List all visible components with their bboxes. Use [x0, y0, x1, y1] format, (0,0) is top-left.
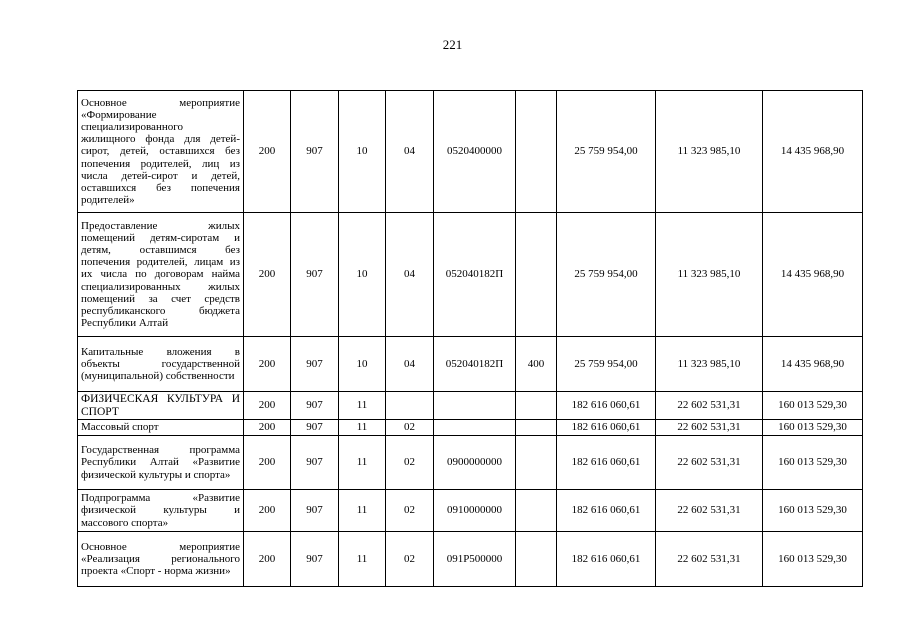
target-article-cell: 091P500000 [434, 532, 516, 587]
amount-total-cell: 182 616 060,61 [557, 532, 656, 587]
row-name: Основное мероприятие «Формирование специализированного жилищного фонда для детей-сирот, детей, оставшихся без попечения родителей, лиц из числа детей-сирот и детей, оставшихся без попечения родителей» [78, 91, 244, 213]
expense-type-cell [516, 213, 557, 337]
subsection-cell: 02 [386, 490, 434, 532]
expense-type-cell [516, 436, 557, 490]
amount-second-cell: 22 602 531,31 [656, 436, 763, 490]
subsection-cell: 04 [386, 337, 434, 392]
table-row [78, 213, 863, 337]
section-cell: 10 [339, 91, 386, 213]
section-cell: 10 [339, 337, 386, 392]
row-name: Капитальные вложения в объекты государственной (муниципальной) собственности [78, 337, 244, 392]
amount-second-cell: 22 602 531,31 [656, 490, 763, 532]
row-name: Государственная программа Республики Алтай «Развитие физической культуры и спорта» [78, 436, 244, 490]
subsection-cell: 04 [386, 91, 434, 213]
target-article-cell: 0520400000 [434, 91, 516, 213]
ministry-code-cell: 200 [244, 213, 291, 337]
target-article-cell: 052040182П [434, 337, 516, 392]
amount-third-cell: 160 013 529,30 [763, 532, 863, 587]
ministry-code-cell: 200 [244, 532, 291, 587]
table-row [78, 420, 863, 436]
target-article-cell: 0910000000 [434, 490, 516, 532]
ministry-code-cell: 200 [244, 337, 291, 392]
subsection-cell: 02 [386, 436, 434, 490]
admin-code-cell: 907 [291, 213, 339, 337]
amount-second-cell: 11 323 985,10 [656, 213, 763, 337]
budget-table [77, 90, 863, 587]
amount-third-cell: 14 435 968,90 [763, 91, 863, 213]
amount-total-cell: 25 759 954,00 [557, 213, 656, 337]
section-cell: 10 [339, 213, 386, 337]
target-article-cell: 052040182П [434, 213, 516, 337]
amount-total-cell: 182 616 060,61 [557, 490, 656, 532]
section-cell: 11 [339, 532, 386, 587]
ministry-code-cell: 200 [244, 436, 291, 490]
admin-code-cell: 907 [291, 436, 339, 490]
expense-type-cell [516, 91, 557, 213]
table-row [78, 337, 863, 392]
expense-type-cell: 400 [516, 337, 557, 392]
expense-type-cell [516, 392, 557, 420]
amount-total-cell: 182 616 060,61 [557, 420, 656, 436]
target-article-cell: 0900000000 [434, 436, 516, 490]
target-article-cell [434, 392, 516, 420]
page-number: 221 [442, 37, 463, 52]
amount-second-cell: 11 323 985,10 [656, 337, 763, 392]
expense-type-cell [516, 532, 557, 587]
amount-total-cell: 25 759 954,00 [557, 91, 656, 213]
table-row [78, 91, 863, 213]
admin-code-cell: 907 [291, 420, 339, 436]
amount-third-cell: 14 435 968,90 [763, 213, 863, 337]
admin-code-cell: 907 [291, 532, 339, 587]
amount-third-cell: 160 013 529,30 [763, 490, 863, 532]
section-cell: 11 [339, 392, 386, 420]
row-name: ФИЗИЧЕСКАЯ КУЛЬТУРА И СПОРТ [78, 392, 244, 420]
target-article-cell [434, 420, 516, 436]
admin-code-cell: 907 [291, 337, 339, 392]
admin-code-cell: 907 [291, 490, 339, 532]
amount-total-cell: 182 616 060,61 [557, 436, 656, 490]
subsection-cell [386, 392, 434, 420]
amount-total-cell: 25 759 954,00 [557, 337, 656, 392]
subsection-cell: 02 [386, 532, 434, 587]
subsection-cell: 02 [386, 420, 434, 436]
row-name: Подпрограмма «Развитие физической культуры и массового спорта» [78, 490, 244, 532]
ministry-code-cell: 200 [244, 392, 291, 420]
expense-type-cell [516, 490, 557, 532]
section-cell: 11 [339, 420, 386, 436]
table-row [78, 490, 863, 532]
row-name: Предоставление жилых помещений детям-сиротам и детям, оставшимся без попечения родителей, лицам из их числа по договорам найма специализированных жилых помещений за счет средств республиканского бюджета Республики Алтай [78, 213, 244, 337]
row-name: Основное мероприятие «Реализация регионального проекта «Спорт - норма жизни» [78, 532, 244, 587]
table-row [78, 392, 863, 420]
amount-second-cell: 22 602 531,31 [656, 392, 763, 420]
amount-total-cell: 182 616 060,61 [557, 392, 656, 420]
amount-third-cell: 160 013 529,30 [763, 436, 863, 490]
ministry-code-cell: 200 [244, 420, 291, 436]
ministry-code-cell: 200 [244, 91, 291, 213]
amount-third-cell: 14 435 968,90 [763, 337, 863, 392]
section-cell: 11 [339, 436, 386, 490]
ministry-code-cell: 200 [244, 490, 291, 532]
amount-second-cell: 22 602 531,31 [656, 532, 763, 587]
admin-code-cell: 907 [291, 91, 339, 213]
subsection-cell: 04 [386, 213, 434, 337]
amount-third-cell: 160 013 529,30 [763, 392, 863, 420]
admin-code-cell: 907 [291, 392, 339, 420]
section-cell: 11 [339, 490, 386, 532]
amount-second-cell: 11 323 985,10 [656, 91, 763, 213]
expense-type-cell [516, 420, 557, 436]
table-row [78, 436, 863, 490]
amount-second-cell: 22 602 531,31 [656, 420, 763, 436]
row-name: Массовый спорт [78, 420, 244, 436]
table-row [78, 532, 863, 587]
amount-third-cell: 160 013 529,30 [763, 420, 863, 436]
